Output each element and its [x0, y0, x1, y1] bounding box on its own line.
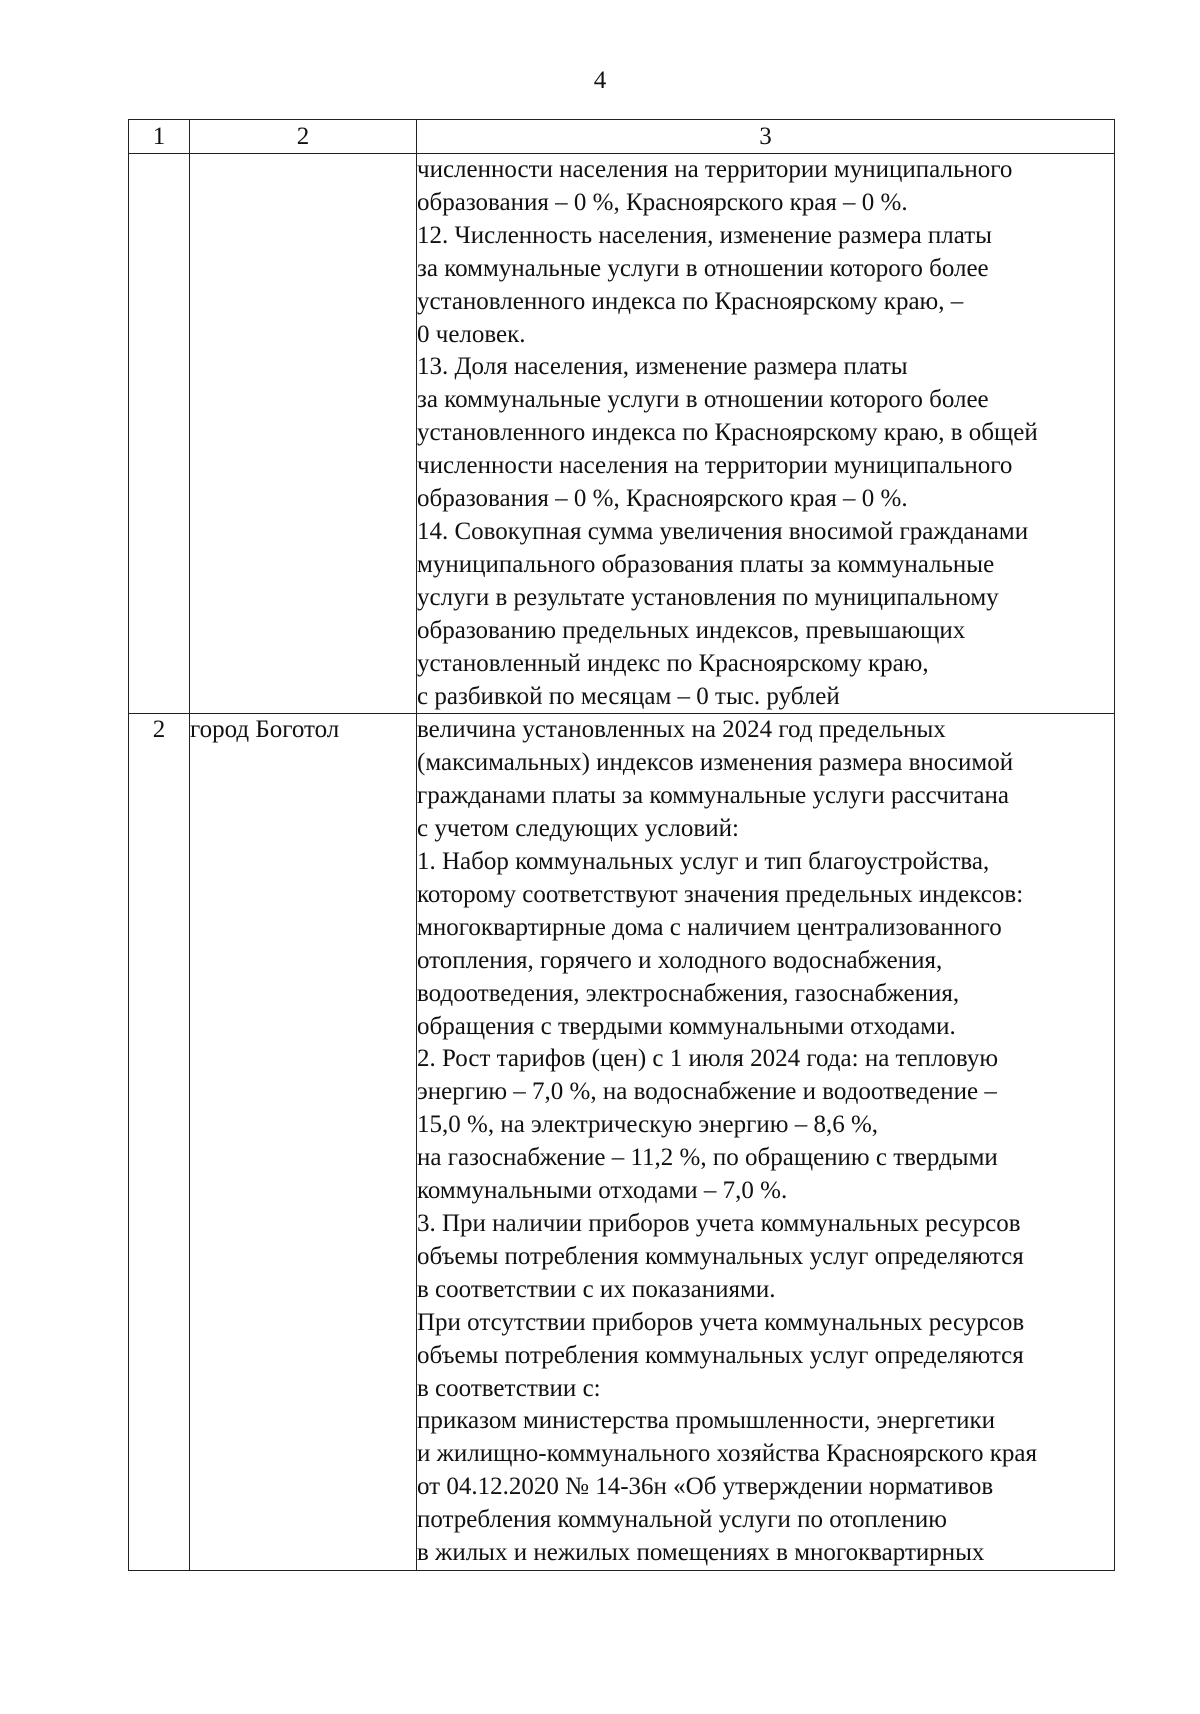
text-line: установленный индекс по Красноярскому краю,: [417, 649, 929, 677]
text-line: приказом министерства промышленности, энергетики: [417, 1407, 996, 1435]
text-line: 0 человек.: [417, 320, 526, 348]
text-line: численности населения на территории муниципального: [417, 452, 1013, 480]
table-body: [129, 154, 1115, 1571]
column-header-1: 1: [129, 120, 190, 154]
text-line: При отсутствии приборов учета коммунальных ресурсов: [417, 1308, 1025, 1336]
text-line: 12. Численность населения, изменение размера платы: [417, 221, 992, 249]
text-line: образованию предельных индексов, превышающих: [417, 616, 966, 644]
text-line: обращения с твердыми коммунальными отходами.: [417, 1012, 956, 1040]
text-line: потребления коммунальной услуги по отоплению: [417, 1506, 947, 1534]
text-line: образования – 0 %, Красноярского края – 0 %.: [417, 188, 908, 216]
text-line: 1. Набор коммунальных услуг и тип благоустройства,: [417, 848, 990, 876]
row-number-cell: [129, 154, 190, 714]
text-line: и жилищно-коммунального хозяйства Красноярского края: [417, 1440, 1037, 1468]
table-header-row: [129, 120, 1115, 154]
text-line: 13. Доля населения, изменение размера платы: [417, 353, 908, 381]
text-line: в жилых и нежилых помещениях в многоквартирных: [417, 1539, 985, 1567]
text-line: за коммунальные услуги в отношении которого более: [417, 254, 989, 282]
text-line: 15,0 %, на электрическую энергию – 8,6 %,: [417, 1111, 879, 1139]
text-line: в соответствии с:: [417, 1374, 601, 1402]
text-line: энергию – 7,0 %, на водоснабжение и водоотведение –: [417, 1078, 997, 1106]
text-line: услуги в результате установления по муниципальному: [417, 583, 999, 611]
page-number: 4: [593, 67, 607, 94]
text-line: гражданами платы за коммунальные услуги рассчитана: [417, 782, 1009, 810]
description-cell: [417, 154, 1115, 714]
text-line: объемы потребления коммунальных услуг определяются: [417, 1341, 1024, 1369]
text-line: с разбивкой по месяцам – 0 тыс. рублей: [417, 682, 840, 710]
text-line: муниципального образования платы за коммунальные: [417, 550, 995, 578]
text-line: в соответствии с их показаниями.: [417, 1275, 776, 1303]
text-line: отопления, горячего и холодного водоснабжения,: [417, 946, 943, 974]
document-table: [128, 119, 1115, 1571]
text-line: установленного индекса по Красноярскому краю, в общей: [417, 419, 1038, 447]
text-line: от 04.12.2020 № 14-36н «Об утверждении нормативов: [417, 1473, 994, 1501]
column-header-3: 3: [417, 120, 1115, 154]
row-number-cell: 2: [129, 714, 190, 1571]
text-line: многоквартирные дома с наличием централизованного: [417, 913, 1002, 941]
text-line: на газоснабжение – 11,2 %, по обращению с твердыми: [417, 1144, 998, 1172]
column-header-2: 2: [190, 120, 417, 154]
text-line: 3. При наличии приборов учета коммунальных ресурсов: [417, 1210, 1021, 1237]
municipality-name-cell: город Боготол: [190, 714, 417, 1571]
description-cell: [417, 714, 1115, 1571]
table-row: [129, 714, 1115, 1571]
municipality-name-cell: [190, 154, 417, 714]
text-line: за коммунальные услуги в отношении которого более: [417, 386, 989, 414]
table-row: [129, 154, 1115, 714]
text-line: которому соответствуют значения предельных индексов:: [417, 880, 1024, 908]
text-line: численности населения на территории муниципального: [417, 156, 1013, 183]
text-line: водоотведения, электроснабжения, газоснабжения,: [417, 979, 960, 1007]
text-line: коммунальными отходами – 7,0 %.: [417, 1177, 788, 1205]
text-line: объемы потребления коммунальных услуг определяются: [417, 1242, 1024, 1270]
text-line: установленного индекса по Красноярскому краю, –: [417, 287, 964, 315]
text-line: 14. Совокупная сумма увеличения вносимой гражданами: [417, 517, 1029, 545]
text-line: 2. Рост тарифов (цен) с 1 июля 2024 года: на тепловую: [417, 1045, 999, 1073]
text-line: величина установленных на 2024 год предельных: [417, 716, 946, 744]
text-line: с учетом следующих условий:: [417, 815, 739, 843]
text-line: образования – 0 %, Красноярского края – 0 %.: [417, 485, 908, 513]
text-line: (максимальных) индексов изменения размера вносимой: [417, 749, 1014, 777]
